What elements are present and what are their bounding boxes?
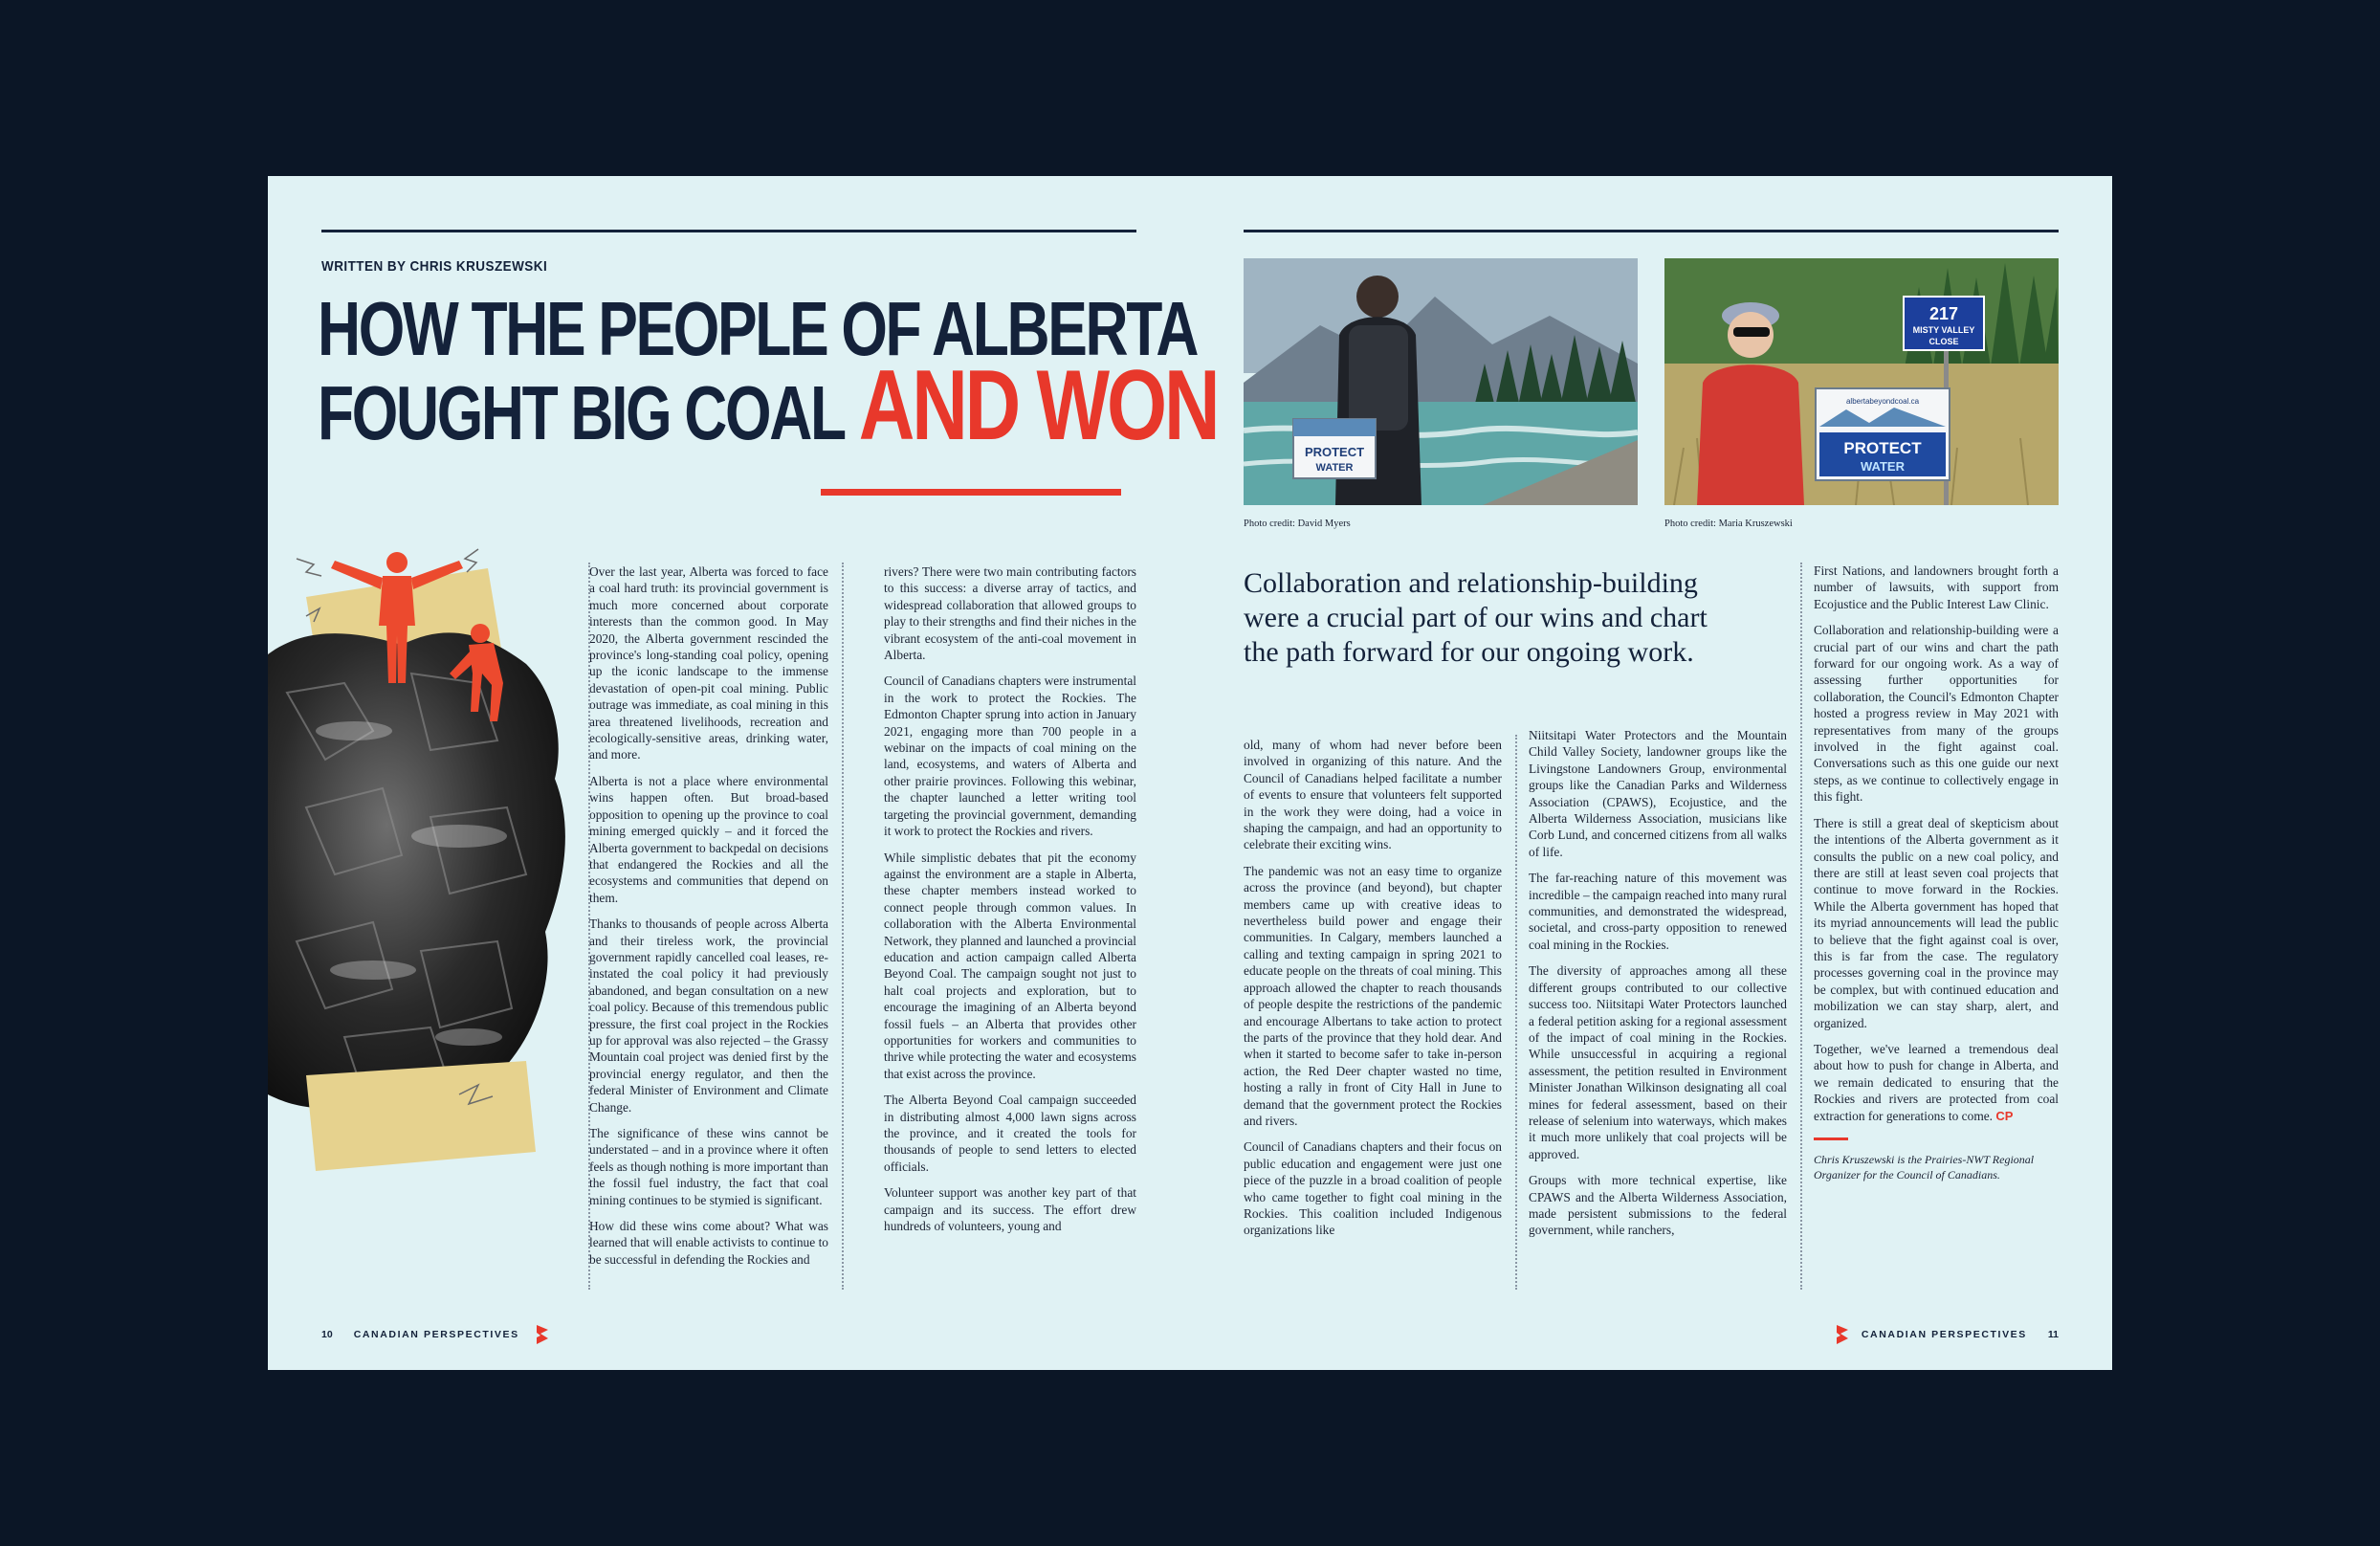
paragraph: Over the last year, Alberta was forced to face a coal hard truth: its provincial government is much more concerned about corporate interests than the common good. In May 2020, the Alberta government rescinded the province's long-standing coal policy, opening up the iconic landscape to the immense devastation of open-pit coal mining. Public outrage was immediate, as coal mining in this area threatened livelihoods, recreation and ecologically-sensitive areas, drinking water, and more.: [589, 564, 828, 762]
paragraph: While simplistic debates that pit the economy against the environment are a staple in Alberta, these chapter members instead worked to connect people through common values. In collaboration with the Alberta Environmental Network, they planned and launched a provincial education and action campaign called Alberta Beyond Coal. The campaign sought not just to halt coal projects and exploration, but to encourage the imagining of an Alberta beyond fossil fuels – an Alberta that provides other opportunities for workers and communities to thrive while protecting the water and ecosystems that exist across the province.: [884, 850, 1136, 1081]
left-column-2: [884, 563, 1136, 1244]
coal-rocks: [268, 632, 565, 1114]
protect-water-sign-1: [1293, 419, 1376, 478]
paragraph: First Nations, and landowners brought forth a number of lawsuits, with support from Ecojustice and the Public Interest Law Clinic.: [1814, 563, 2059, 611]
end-mark: CP: [1995, 1108, 2014, 1123]
paragraph: old, many of whom had never before been involved in organizing of this nature. And the Council of Canadians helped facilitate a number of events to ensure that volunteers felt supported in the work they were doing, had a voice in shaping the campaign, and had an opportunity to celebrate their exciting wins.: [1244, 738, 1502, 852]
sign2-top: albertabeyondcoal.ca: [1845, 397, 1920, 406]
sign1-line2: WATER: [1315, 462, 1354, 474]
column-divider: [1800, 563, 1802, 1290]
paragraph: The pandemic was not an easy time to organize across the province (and beyond), but chapter members came up with creative ideas to nevertheless build power and engage their communities. In Calgary, members launched a calling and texting campaign in spring 2021 to educate people on the threats of coal mining. This approach allowed the chapter to reach thousands of people despite the restrictions of the pandemic and encourage Albertans to take action to protect the parts of the province that they hold dear. And when it started to become safer to take in-person action, the Red Deer chapter wasted no time, hosting a rally in front of City Hall in June to demand that the government protect the Rockies and rivers.: [1244, 863, 1502, 1128]
author-bio: Chris Kruszewski is the Prairies-NWT Regional Organizer for the Council of Canadians.: [1814, 1153, 2035, 1182]
magazine-name: CANADIAN PERSPECTIVES: [1861, 1328, 2027, 1340]
photo-woman-sign: [1664, 258, 2059, 505]
cp-logo-icon: [535, 1325, 550, 1344]
column-divider: [588, 563, 590, 1290]
magazine-spread: [268, 176, 2112, 1370]
street-name-2: CLOSE: [1928, 337, 1959, 346]
paragraph: There is still a great deal of skepticism about the intentions of the Alberta government as it consults the public on a new coal policy, and there are still at least seven coal projects that continue to move forward in the Rockies. While the Alberta government has hoped that its myriad announcements will lead the public to believe that the fight against coal is over, this is far from the case. The regulatory processes governing coal in the province may be complex, but with continued education and mobilization we can stay sharp, alert, and organized.: [1814, 815, 2059, 1030]
right-page: [1190, 176, 2112, 1370]
paragraph: The diversity of approaches among all these different groups contributed to our collective success too. Niitsitapi Water Protectors launched a federal petition asking for a regional assessment of the impact of coal mining in the Rockies. While unsuccessful in acquiring a regional assessment, the petition resulted in Environment Minister Jonathan Wilkinson designating all coal mines for federal assessment, based on their release of selenium into waterways, which makes it much more unlikely that coal projects will be approved.: [1529, 963, 1787, 1161]
magazine-name: CANADIAN PERSPECTIVES: [353, 1328, 519, 1340]
protect-water-sign-2: [1816, 388, 1950, 480]
paragraph: The significance of these wins cannot be understated – and in a province where it often feels as though nothing is more important than the fossil fuel industry, the fact that coal mining continues to be stymied is significant.: [589, 1126, 828, 1207]
right-column-1: [1244, 737, 1502, 1248]
column-divider: [842, 563, 844, 1290]
coal-collage-illustration: [268, 540, 584, 1190]
headline-line-1: HOW THE PEOPLE OF ALBERTA: [318, 286, 1198, 371]
headline-line-2-dark: FOUGHT BIG COAL: [318, 370, 845, 455]
paragraph: [1814, 1041, 2059, 1124]
cp-logo-icon: [1835, 1325, 1850, 1344]
left-column-1: [589, 563, 828, 1277]
bio-divider: [1814, 1137, 1848, 1140]
pull-quote: Collaboration and relationship-building were a crucial part of our wins and chart the path forward for our ongoing work.: [1244, 567, 1708, 668]
street-name-1: MISTY VALLEY: [1912, 325, 1975, 335]
page-footer: [1835, 1325, 2059, 1344]
byline: WRITTEN BY CHRIS KRUSZEWSKI: [321, 258, 548, 275]
paragraph: rivers? There were two main contributing factors to this success: a diverse array of tactics, and widespread collaboration that allowed groups to play to their strengths and find their niches in the vibrant ecosystem of the anti-coal movement in Alberta.: [884, 564, 1136, 663]
paragraph: Thanks to thousands of people across Alberta and their tireless work, the provincial government rapidly cancelled coal leases, re-instated the coal policy it had previously abandoned, and began consultation on a new coal policy. Because of this tremendous public pressure, the first coal project in the Rockies up for approval was also rejected – the Grassy Mountain coal project was denied first by the provincial energy regulator, and then the federal Minister of Environment and Climate Change.: [589, 917, 828, 1115]
right-column-3: [1814, 563, 2059, 1182]
top-rule: [1244, 230, 2059, 232]
paragraph: Volunteer support was another key part of that campaign and its success. The effort drew hundreds of volunteers, young and: [884, 1185, 1136, 1234]
photo-caption-1: Photo credit: David Myers: [1244, 519, 1351, 529]
photo-hiker-river: [1244, 258, 1638, 505]
page-footer: [321, 1325, 550, 1344]
paragraph: Council of Canadians chapters and their focus on public education and engagement were just one piece of the puzzle in a broad coalition of people who came together to fight coal mining in the Rockies. This coalition included Indigenous organizations like: [1244, 1139, 1502, 1238]
sign1-line1: PROTECT: [1304, 445, 1365, 459]
headline-line-2: [318, 350, 1218, 461]
paragraph: Groups with more technical expertise, like CPAWS and the Alberta Wilderness Association, made persistent submissions to the federal government, while ranchers,: [1529, 1173, 1787, 1238]
street-number: 217: [1928, 304, 1959, 323]
tape-bottom: [306, 1061, 536, 1171]
top-rule: [321, 230, 1136, 232]
headline-underline: [821, 489, 1121, 496]
paragraph: Alberta is not a place where environmental wins happen often. But broad-based opposition to opening up the province to coal mining emerged quickly – and it forced the Alberta government to backpedal on decisions that endangered the Rockies and all the ecosystems and communities that depend on them.: [589, 773, 828, 905]
paragraph: Niitsitapi Water Protectors and the Mountain Child Valley Society, landowner groups like the Livingstone Landowners Group, environmental groups like the Canadian Parks and Wilderness Association (CPAWS), Ecojustice, and the Alberta Wilderness Association, musicians like Corb Lund, and concerned citizens from all walks of life.: [1529, 728, 1787, 859]
page-number: 10: [321, 1328, 333, 1340]
photo-caption-2: Photo credit: Maria Kruszewski: [1664, 519, 1793, 529]
paragraph: The Alberta Beyond Coal campaign succeeded in distributing almost 4,000 lawn signs across the province, and it created the tools for thousands of people to send letters to elected officials.: [884, 1093, 1136, 1174]
page-number: 11: [2047, 1328, 2059, 1340]
sign2-line2: WATER: [1861, 459, 1905, 474]
closing-paragraph: Together, we've learned a tremendous deal about how to push for change in Alberta, and we remain dedicated to ensuring that the Rockies and rivers are protected from coal extraction for generations to come.: [1814, 1041, 2059, 1123]
article-headline: [318, 286, 1218, 461]
sign2-line1: PROTECT: [1843, 439, 1922, 457]
column-divider: [1515, 735, 1517, 1290]
right-column-2: [1529, 727, 1787, 1248]
paragraph: The far-reaching nature of this movement was incredible – the campaign reached into many rural communities, and demonstrated the widespread, societal, and cross-party opposition to renewed coal mining in the Rockies.: [1529, 871, 1787, 952]
headline-red-text: AND WON: [858, 350, 1218, 461]
paragraph: Council of Canadians chapters were instrumental in the work to protect the Rockies. The Edmonton Chapter sprung into action in January 2021, engaging more than 700 people in a webinar on the impacts of coal mining on the land, ecosystems, and waters of Alberta and other prairie provinces. Following this webinar, the chapter launched a letter writing tool targeting the provincial government, demanding it work to protect the Rockies and rivers.: [884, 674, 1136, 839]
paragraph: How did these wins come about? What was learned that will enable activists to continue to be successful in defending the Rockies and: [589, 1219, 828, 1267]
left-page: [268, 176, 1218, 1370]
paragraph: Collaboration and relationship-building were a crucial part of our wins and chart the path forward for our ongoing work. As a way of assessing further opportunities for collaboration, the Council's Edmonton Chapter hosted a progress review in May 2021 with representatives from many of the groups involved in the fight against coal. Conversations such as this one guide our next steps, as we continue to collectively engage in this fight.: [1814, 623, 2059, 805]
